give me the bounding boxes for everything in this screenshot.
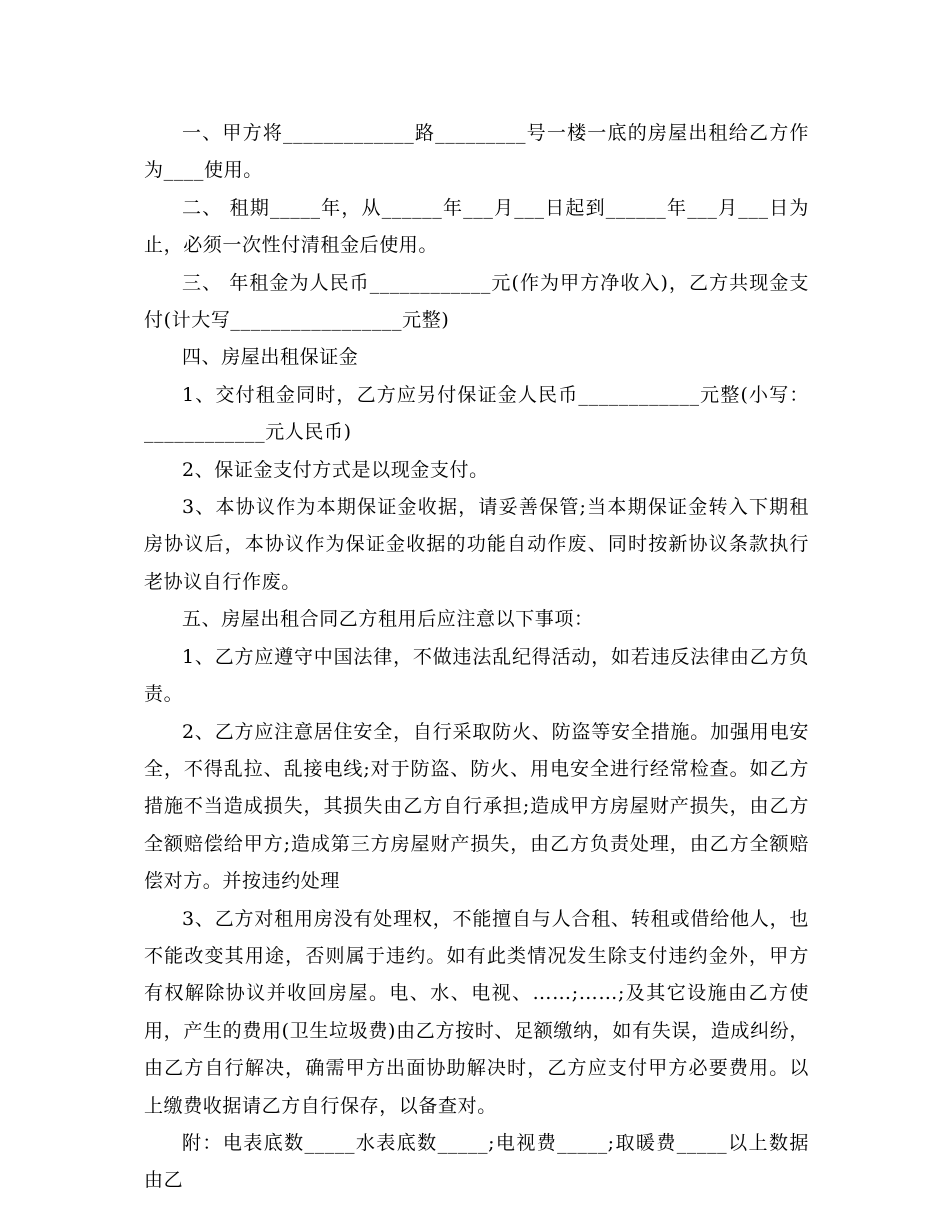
deposit-item-1: 1、交付租金同时，乙方应另付保证金人民币____________元整(小写：____________元人民币) [144,383,809,444]
notes-item-3: 3、乙方对租用房没有处理权，不能擅自与人合租、转租或借给他人，也不能改变其用途，否则属于违约。如有此类情况发生除支付违约金外，甲方有权解除协议并收回房屋。电、水、电视、……;……;及其它设施由乙方使用，产生的费用(卫生垃圾费)由乙方按时、足额缴纳，如有失误，造成纠纷，由乙方自行解决，确需甲方出面协助解决时，乙方应支付甲方必要费用。以上缴费收据请乙方自行保存，以备查对。 [144,907,809,1117]
notes-item-2: 2、乙方应注意居住安全，自行采取防火、防盗等安全措施。加强用电安全，不得乱拉、乱接电线;对于防盗、防火、用电安全进行经常检查。如乙方措施不当造成损失，其损失由乙方自行承担;造成甲方房屋财产损失，由乙方全额赔偿给甲方;造成第三方房屋财产损失，由乙方负责处理，由乙方全额赔偿对方。并按违约处理 [144,720,809,893]
appendix-meter-readings: 附：电表底数_____水表底数_____;电视费_____;取暖费_____以上数据由乙 [144,1131,809,1192]
clause-1-premises: 一、甲方将_____________路_________号一楼一底的房屋出租给乙方作为____使用。 [144,122,809,182]
clause-3-annual-rent: 三、 年租金为人民币____________元(作为甲方净收入)，乙方共现金支付(计大写_________________元整) [144,271,809,332]
document-body [144,115,809,1200]
deposit-item-3: 3、本协议作为本期保证金收据，请妥善保管;当本期保证金转入下期租房协议后，本协议作为保证金收据的功能自动作废、同时按新协议条款执行老协议自行作废。 [144,496,809,593]
deposit-item-2: 2、保证金支付方式是以现金支付。 [182,458,489,481]
clause-5-notes-heading: 五、房屋出租合同乙方租用后应注意以下事项： [182,608,594,631]
clause-2-lease-term: 二、 租期_____年，从______年___月___日起到______年___月___日为止，必须一次性付清租金后使用。 [144,196,809,257]
notes-item-1: 1、乙方应遵守中国法律，不做违法乱纪得活动，如若违反法律由乙方负责。 [144,645,809,706]
clause-4-deposit-heading: 四、房屋出租保证金 [182,346,359,369]
